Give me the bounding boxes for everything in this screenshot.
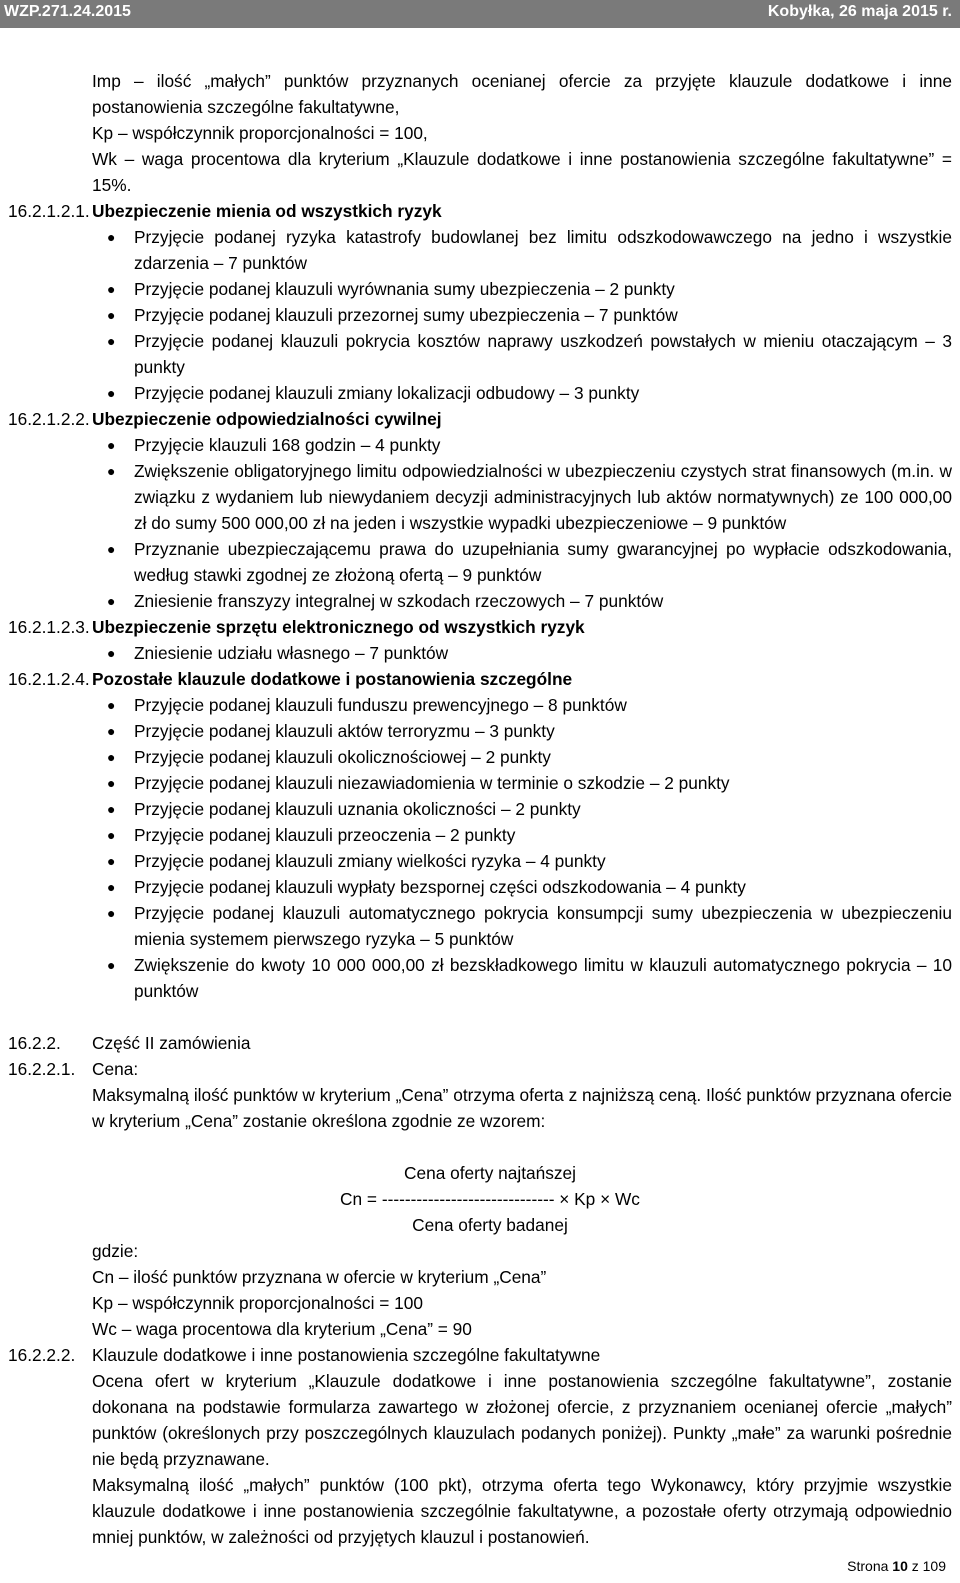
section-heading [0,406,960,432]
bullet-icon: ● [107,827,116,843]
page-header [0,0,960,28]
bullet-list [0,224,960,406]
list-item-text: Zwiększenie obligatoryjnego limitu odpowiedzialności w ubezpieczeniu czystych strat finansowych (m.in. w związku z wydaniem lub niewydaniem decyzji administracyjnych lub aktów normatywnych) ze 100 000,00 zł do sumy 500 000,00 zł na jeden i wszystkie wypadki ubezpieczeniowe – 9 punktów [134,461,952,533]
bullet-icon: ● [107,853,116,869]
bullet-icon: ● [107,801,116,817]
list-item [0,744,960,770]
list-item-text: Przyjęcie podanej klauzuli automatycznego pokrycia konsumpcji sumy ubezpieczenia w ubezpieczeniu mienia systemem pierwszego ryzyka – 5 punktów [134,903,952,949]
bullet-icon: ● [107,541,116,557]
list-item-text: Przyjęcie podanej klauzuli okolicznościowej – 2 punkty [134,747,551,767]
page-separator: z [911,1558,919,1574]
section-number: 16.2.1.2.3. [8,617,90,637]
clauses-paragraph: Maksymalną ilość „małych” punktów (100 pkt), otrzyma oferta tego Wykonawcy, który przyjmie wszystkie klauzule dodatkowe i inne postanowienia szczególnie fakultatywne, a pozostałe oferty otrzymają odpowiednio mniej punktów, w zależności od przyjętych klauzul i postanowień. [92,1475,952,1547]
spacer [0,1004,960,1030]
bullet-icon: ● [107,593,116,609]
formula-denominator: Cena oferty badanej [412,1215,568,1235]
bullet-icon: ● [107,775,116,791]
section-heading [0,1342,960,1368]
legend-kp: Kp – współczynnik proporcjonalności = 100 [92,1293,423,1313]
page-number [847,1558,946,1574]
list-item-text: Przyjęcie podanej klauzuli zmiany wielkości ryzyka – 4 punkty [134,851,606,871]
section-title: Część II zamówienia [92,1033,251,1053]
list-item [0,796,960,822]
section-heading [0,1030,960,1056]
bullet-icon: ● [107,957,116,973]
list-item-text: Zwiększenie do kwoty 10 000 000,00 zł bezskładkowego limitu w klauzuli automatycznego pokrycia – 10 punktów [134,955,952,1001]
bullet-icon: ● [107,879,116,895]
list-item-text: Przyjęcie podanej klauzuli przeoczenia – 2 punkty [134,825,516,845]
list-item-text: Przyjęcie podanej klauzuli uznania okoliczności – 2 punkty [134,799,581,819]
formula-line: Cn = ------------------------------ × Kp × Wc [340,1189,640,1209]
list-item [0,588,960,614]
section-number: 16.2.2. [8,1033,61,1053]
bullet-list [0,432,960,614]
intro-kp: Kp – współczynnik proporcjonalności = 100, [92,123,428,143]
bullet-icon: ● [107,229,116,245]
bullet-icon: ● [107,307,116,323]
total-pages: 109 [922,1558,946,1574]
list-item [0,536,960,588]
list-item-text: Przyjęcie podanej klauzuli zmiany lokalizacji odbudowy – 3 punkty [134,383,640,403]
list-item [0,302,960,328]
list-item-text: Przyjęcie podanej klauzuli wyrównania sumy ubezpieczenia – 2 punkty [134,279,675,299]
formula-numerator: Cena oferty najtańszej [404,1163,576,1183]
section-heading [0,198,960,224]
bullet-icon: ● [107,463,116,479]
section-number: 16.2.1.2.4. [8,669,90,689]
list-item [0,692,960,718]
bullet-icon: ● [107,281,116,297]
list-item [0,900,960,952]
list-item [0,328,960,380]
list-item [0,770,960,796]
legend-wc: Wc – waga procentowa dla kryterium „Cena” = 90 [92,1319,472,1339]
list-item-text: Przyznanie ubezpieczającemu prawa do uzupełniania sumy gwarancyjnej po wypłacie odszkodowania, według stawki zgodnej ze złożoną ofertą – 9 punktów [134,539,952,585]
section-title: Ubezpieczenie odpowiedzialności cywilnej [92,409,442,429]
list-item [0,718,960,744]
list-item [0,952,960,1004]
bullet-icon: ● [107,723,116,739]
list-item-text: Przyjęcie podanej klauzuli przezornej sumy ubezpieczenia – 7 punktów [134,305,678,325]
list-item [0,432,960,458]
bullet-icon: ● [107,749,116,765]
list-item-text: Zniesienie franszyzy integralnej w szkodach rzeczowych – 7 punktów [134,591,664,611]
list-item [0,458,960,536]
section-title: Pozostałe klauzule dodatkowe i postanowienia szczególne [92,669,573,689]
section-title: Klauzule dodatkowe i inne postanowienia szczególne fakultatywne [92,1345,601,1365]
bullet-icon: ● [107,437,116,453]
document-reference: WZP.271.24.2015 [4,3,131,20]
list-item-text: Przyjęcie podanej ryzyka katastrofy budowlanej bez limitu odszkodowawczego na jedno i wszystkie zdarzenia – 7 punktów [134,227,952,273]
list-item [0,224,960,276]
section-number: 16.2.1.2.2. [8,409,90,429]
list-item [0,848,960,874]
bullet-list [0,640,960,666]
list-item-text: Zniesienie udziału własnego – 7 punktów [134,643,449,663]
document-date: Kobyłka, 26 maja 2015 r. [767,3,952,20]
list-item [0,640,960,666]
list-item-text: Przyjęcie klauzuli 168 godzin – 4 punkty [134,435,441,455]
list-item [0,874,960,900]
list-item-text: Przyjęcie podanej klauzuli niezawiadomienia w terminie o szkodzie – 2 punkty [134,773,730,793]
section-title: Ubezpieczenie mienia od wszystkich ryzyk [92,201,442,221]
bullet-list [0,692,960,1004]
section-number: 16.2.2.1. [8,1059,76,1079]
list-item [0,276,960,302]
list-item [0,380,960,406]
list-item-text: Przyjęcie podanej klauzuli aktów terroryzmu – 3 punkty [134,721,555,741]
bullet-icon: ● [107,645,116,661]
list-item-text: Przyjęcie podanej klauzuli wypłaty bezspornej części odszkodowania – 4 punkty [134,877,746,897]
section-heading [0,666,960,692]
section-heading [0,1056,960,1082]
clauses-paragraph: Ocena ofert w kryterium „Klauzule dodatkowe i inne postanowienia szczególne fakultatywne”, zostanie dokonana na podstawie formularza zawartego w złożonej ofercie, z przyznaniem ocenianej ofercie „małych” punktów (określonych przy poszczególnych klauzulach podanych poniżej). Punkty „małe” za warunki pośrednie nie będą przyznawane. [92,1371,952,1469]
list-item-text: Przyjęcie podanej klauzuli pokrycia kosztów naprawy uszkodzeń powstałych w mieniu otaczającym – 3 punkty [134,331,952,377]
current-page: 10 [892,1558,908,1574]
list-item-text: Przyjęcie podanej klauzuli funduszu prewencyjnego – 8 punktów [134,695,627,715]
bullet-icon: ● [107,333,116,349]
price-criterion-text: Maksymalną ilość punktów w kryterium „Cena” otrzyma oferta z najniższą ceną. Ilość punktów przyznana ofercie w kryterium „Cena” zostanie określona zgodnie ze wzorem: [92,1085,952,1131]
page-label: Strona [847,1558,889,1574]
section-title: Cena: [92,1059,139,1079]
bullet-icon: ● [107,385,116,401]
bullet-icon: ● [107,697,116,713]
legend-header: gdzie: [92,1241,139,1261]
legend-cn: Cn – ilość punktów przyznana w ofercie w kryterium „Cena” [92,1267,547,1287]
document-body [0,68,960,1550]
section-number: 16.2.2.2. [8,1345,76,1365]
section-heading [0,614,960,640]
bullet-icon: ● [107,905,116,921]
section-title: Ubezpieczenie sprzętu elektronicznego od wszystkich ryzyk [92,617,585,637]
intro-wk: Wk – waga procentowa dla kryterium „Klauzule dodatkowe i inne postanowienia szczególne fakultatywne” = 15%. [92,149,952,195]
section-number: 16.2.1.2.1. [8,201,90,221]
intro-imp: Imp – ilość „małych” punktów przyznanych ocenianej ofercie za przyjęte klauzule dodatkowe i inne postanowienia szczególne fakultatywne, [92,71,952,117]
list-item [0,822,960,848]
spacer [0,1134,960,1160]
